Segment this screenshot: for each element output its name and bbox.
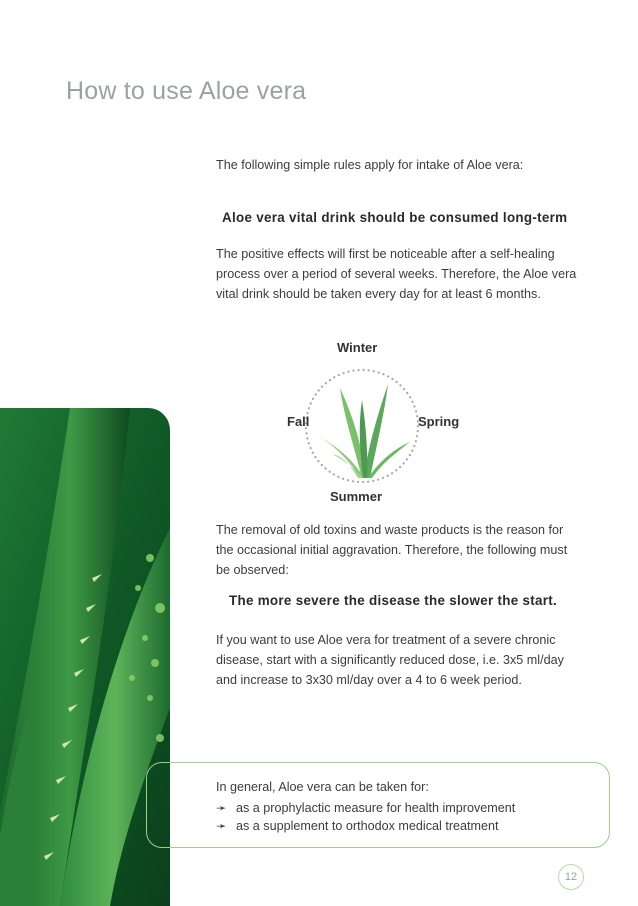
- general-list-item-text: as a prophylactic measure for health improvement: [236, 801, 516, 815]
- page-title: How to use Aloe vera: [66, 76, 307, 105]
- general-list-item: [216, 818, 499, 833]
- intro-text: The following simple rules apply for intake of Aloe vera:: [216, 158, 524, 172]
- rule2-line: and increase to 3x30 ml/day over a 4 to 6 week period.: [216, 673, 522, 687]
- general-list-item: [216, 800, 515, 815]
- rule2-heading: The more severe the disease the slower the start.: [229, 593, 558, 608]
- aloe-leaves-image: [0, 408, 170, 906]
- rule2-intro-line: be observed:: [216, 563, 289, 577]
- rule2-intro: [216, 520, 588, 580]
- rule2-intro-line: the occasional initial aggravation. Therefore, the following must: [216, 543, 568, 557]
- season-summer: Summer: [330, 489, 383, 504]
- rule2-paragraph: [216, 630, 588, 690]
- season-spring: Spring: [418, 414, 460, 429]
- seasons-circle: [292, 366, 432, 486]
- season-winter: Winter: [337, 340, 378, 355]
- rule2-intro-line: The removal of old toxins and waste products is the reason for: [216, 523, 564, 537]
- rule2-line: If you want to use Aloe vera for treatment of a severe chronic: [216, 633, 556, 647]
- rule1-line: vital drink should be taken every day for at least 6 months.: [216, 287, 541, 301]
- page-number: 12: [558, 864, 584, 890]
- rule1-heading: Aloe vera vital drink should be consumed long-term: [222, 210, 568, 225]
- rule1-line: process over a period of several weeks. Therefore, the Aloe vera: [216, 267, 577, 281]
- aloe-plant-illustration: [318, 384, 410, 478]
- arrow-bullet-icon: ➛: [216, 801, 227, 815]
- aloe-photo: [0, 408, 170, 906]
- season-fall: Fall: [287, 414, 310, 429]
- rule1-line: The positive effects will first be noticeable after a self-healing: [216, 247, 555, 261]
- arrow-bullet-icon: ➛: [216, 819, 227, 833]
- rule2-line: disease, start with a significantly reduced dose, i.e. 3x5 ml/day: [216, 653, 564, 667]
- general-list-item-text: as a supplement to orthodox medical treatment: [236, 819, 499, 833]
- rule1-paragraph: [216, 244, 588, 304]
- general-intro: In general, Aloe vera can be taken for:: [216, 780, 429, 794]
